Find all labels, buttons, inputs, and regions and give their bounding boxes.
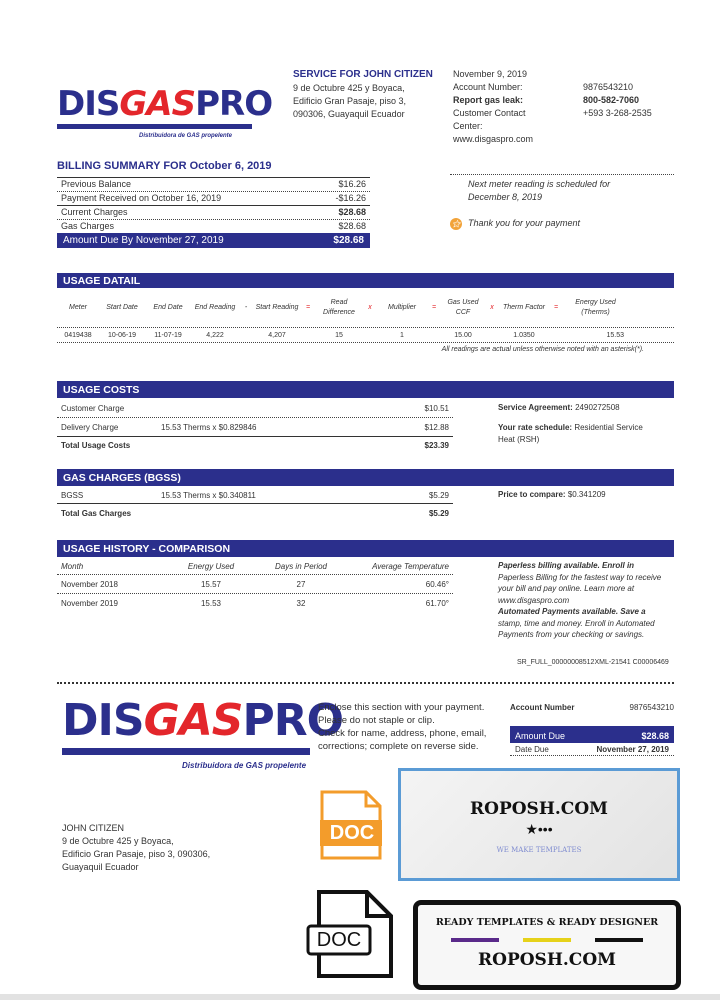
usage-costs-header: USAGE COSTS <box>57 381 674 398</box>
reference-code: SR_FULL_00000008512XML-21541 C00006469 <box>517 659 669 666</box>
gas-leak-phone: 800-582-7060 <box>583 95 640 105</box>
website-link[interactable]: www.disgaspro.com <box>453 134 534 144</box>
usage-detail-header-cell: - <box>244 304 248 311</box>
summary-row-current: Current Charges $28.68 <box>61 207 366 217</box>
usage-detail-header-cell: End Reading <box>194 304 236 311</box>
usage-detail-cell: 1.0350 <box>513 331 535 339</box>
usage-detail-header-cell: = <box>553 304 559 311</box>
ready-templates-banner <box>413 900 681 990</box>
cost-row-customer: Customer Charge $10.51 <box>61 403 449 413</box>
amount-due-label: Amount Due By November 27, 2019 <box>63 235 224 246</box>
billing-summary-title: BILLING SUMMARY FOR October 6, 2019 <box>57 160 272 172</box>
service-agreement: Service Agreement: 2490272508 <box>498 403 620 412</box>
thank-you-note: ✩ Thank you for your payment <box>450 217 580 230</box>
doc-label-black: DOC <box>316 929 362 951</box>
next-reading-note: Next meter reading is scheduled for December 8, 2019 <box>468 179 611 202</box>
paperless-note: Paperless billing available. Enroll in Paperless Billing for the fastest way to receive your bill and pay online. Learn more at www.disgaspro.com Automated Payments available. Save a stamp, time and money. Enroll in Automated Payments from your checking or savings. <box>498 561 662 639</box>
stub-amount-due: Amount Due $28.68 <box>510 726 674 743</box>
gas-charges-table <box>57 487 453 522</box>
doc-file-icon-black <box>305 888 395 980</box>
usage-detail-cell: 15 <box>335 331 343 339</box>
summary-row-payment: Payment Received on October 16, 2019 -$16.26 <box>61 193 366 203</box>
price-to-compare: Price to compare: $0.341209 <box>498 490 606 499</box>
stub-account <box>510 700 674 756</box>
stub-mailing-address: JOHN CITIZEN 9 de Octubre 425 y Boyaca, Edificio Gran Pasaje, piso 3, 090306, Guayaquil Ecuador <box>62 823 211 872</box>
usage-detail-header-cell: End Date <box>153 304 183 311</box>
logo-text-dis: DIS <box>57 84 120 124</box>
usage-detail-cell: 15.00 <box>454 331 472 339</box>
roposh-brand: ROPOSH.COM <box>470 799 608 819</box>
rate-schedule: Your rate schedule: Residential Service Heat (RSH) <box>498 423 643 444</box>
usage-detail-cell: 0419438 <box>64 331 92 339</box>
color-bars <box>418 938 676 942</box>
roposh-stars-icon: ★••• <box>525 821 553 837</box>
usage-detail-header-cell: Multiplier <box>387 304 416 311</box>
stub-account-label: Account Number <box>510 702 575 712</box>
billing-summary <box>57 158 370 248</box>
amount-due-value: $28.68 <box>333 235 364 246</box>
usage-detail-header-cell: = <box>305 304 311 311</box>
account-number-value: 9876543210 <box>583 82 634 92</box>
usage-costs-table <box>57 399 453 453</box>
contact-label: Customer Contact <box>453 108 526 118</box>
usage-detail-table <box>57 289 674 353</box>
usage-history-table <box>57 558 453 612</box>
usage-detail-cell: 1 <box>400 331 404 339</box>
gas-leak-label: Report gas leak: <box>453 95 524 105</box>
usage-detail-header-cell: x <box>490 304 494 311</box>
logo-underline <box>57 124 252 129</box>
service-title: SERVICE FOR JOHN CITIZEN <box>293 69 433 80</box>
logo-text-gas: GAS <box>119 84 196 124</box>
history-row: November 2019 15.53 32 61.70° <box>61 598 449 608</box>
usage-detail-header-cell: Start Date <box>106 304 138 311</box>
roposh-brand-2: ROPOSH.COM <box>478 950 616 970</box>
bottom-shadow <box>0 994 720 1000</box>
usage-detail-headers <box>57 289 674 327</box>
usage-history-header: USAGE HISTORY - COMPARISON <box>57 540 674 557</box>
stub-account-value: 9876543210 <box>629 702 674 712</box>
company-logo <box>57 84 273 156</box>
stub-instructions: Enclose this section with your payment. Please do not staple or clip. Check for name, address, phone, email, corrections; complete on reverse side. <box>318 702 487 752</box>
logo-text-pro: PRO <box>195 84 273 124</box>
service-address-3: 090306, Guayaquil Ecuador <box>293 109 405 119</box>
usage-detail-header-cell: Start Reading <box>255 304 299 311</box>
gas-charge-row: BGSS 15.53 Therms x $0.340811 $5.29 <box>61 490 449 500</box>
logo-tagline: Distribuidora de GAS propelente <box>139 133 233 139</box>
account-number-label: Account Number: <box>453 82 523 92</box>
history-row: November 2018 15.57 27 60.46° <box>61 579 449 589</box>
stub-date-due-value: November 27, 2019 <box>596 744 669 754</box>
contact-phone: +593 3-268-2535 <box>583 108 652 118</box>
doc-label-orange: DOC <box>329 822 375 844</box>
tear-line <box>57 682 674 684</box>
doc-file-icon-orange <box>318 790 384 860</box>
usage-detail-row <box>57 328 674 342</box>
summary-row-previous: Previous Balance $16.26 <box>61 179 366 189</box>
usage-detail-header-cell: Meter <box>69 304 87 311</box>
usage-detail-header-cell: = <box>431 304 437 311</box>
gas-charge-total: Total Gas Charges $5.29 <box>61 508 449 518</box>
star-icon: ✩ <box>450 218 462 230</box>
gas-charges-header: GAS CHARGES (BGSS) <box>57 469 674 486</box>
stub-date-due-label: Date Due <box>515 744 549 754</box>
ready-templates-text: READY TEMPLATES & READY DESIGNER <box>435 917 659 928</box>
service-address-1: 9 de Octubre 425 y Boyaca, <box>293 83 405 93</box>
usage-detail-header-cell: Therm Factor <box>502 304 545 311</box>
account-info <box>453 68 683 146</box>
usage-detail-cell: 15.53 <box>606 331 624 339</box>
summary-row-gas: Gas Charges $28.68 <box>61 221 366 231</box>
usage-detail-header: USAGE DATAIL <box>57 273 674 288</box>
usage-detail-header-cell: Energy Used (Therms) <box>575 299 616 316</box>
usage-detail-cell: 4,207 <box>268 331 286 339</box>
roposh-tagline: WE MAKE TEMPLATES <box>496 846 582 854</box>
service-block <box>293 68 443 121</box>
usage-detail-footnote: All readings are actual unless otherwise noted with an asterisk(*). <box>441 346 644 353</box>
amount-due-bar <box>57 233 370 248</box>
stub-logo: DISGASPRO Distribuidora de GAS propelente <box>62 695 343 770</box>
cost-row-total: Total Usage Costs $23.39 <box>61 440 449 450</box>
usage-detail-cell: 10-06-19 <box>107 331 137 339</box>
cost-row-delivery: Delivery Charge 15.53 Therms x $0.829846 $12.88 <box>61 422 449 432</box>
contact-label-2: Center: <box>453 121 483 131</box>
usage-detail-cell: 4,222 <box>206 331 224 339</box>
usage-detail-cell: 11-07-19 <box>154 331 182 339</box>
roposh-banner <box>398 768 680 881</box>
bill-date: November 9, 2019 <box>453 69 528 79</box>
service-address-2: Edificio Gran Pasaje, piso 3, <box>293 96 407 106</box>
usage-detail-header-cell: Read Difference <box>323 299 355 316</box>
usage-detail-header-cell: x <box>368 304 372 311</box>
history-headers: Month Energy Used Days in Period Average Temperature <box>61 561 449 571</box>
usage-detail-header-cell: Gas Used CCF <box>447 299 479 316</box>
